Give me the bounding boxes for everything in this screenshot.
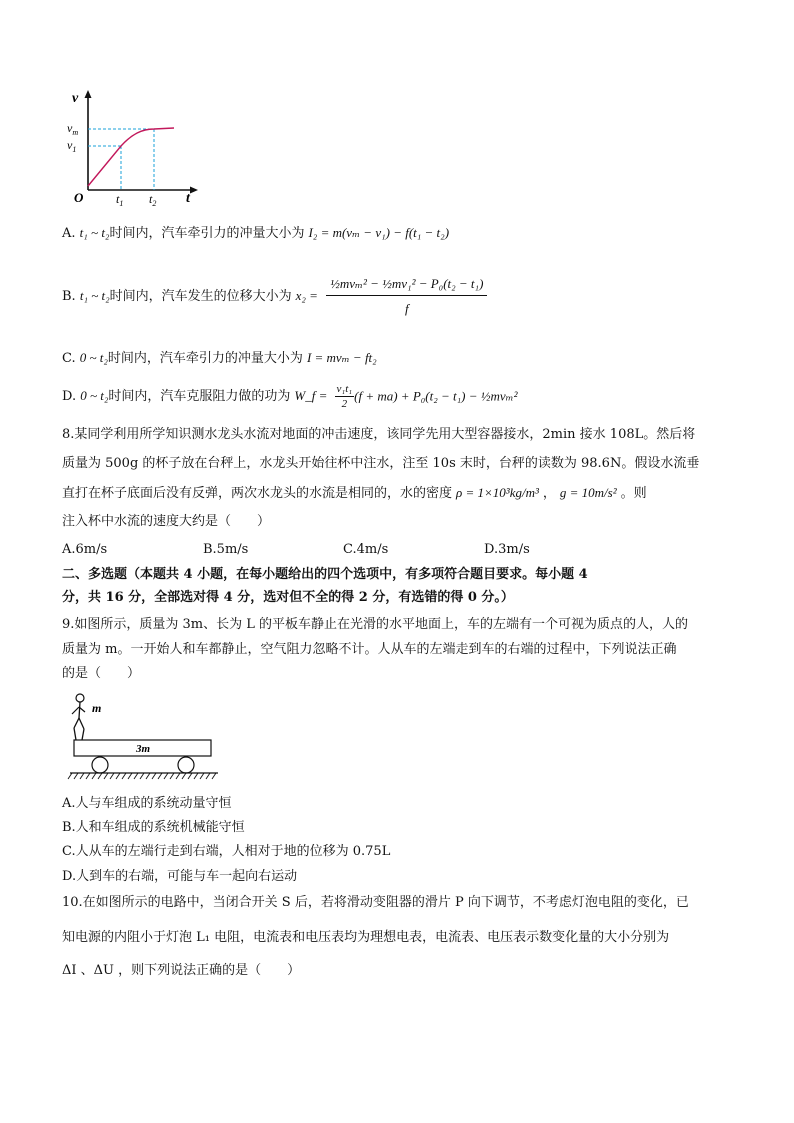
graph-v-label: v xyxy=(72,91,79,106)
q8-line-2: 质量为 500g 的杯子放在台秤上，水龙头开始往杯中注水，注至 10s 末时，台秤的读数为 98.6N。假设水流垂 xyxy=(62,456,700,471)
q10-line-2: 知电源的内阻小于灯泡 L₁ 电阻，电流表和电压表均为理想电表，电流表、电压表示数变化量的大小分别为 xyxy=(62,930,670,945)
ground-hatching xyxy=(68,773,216,779)
q8-option-c: C.4m/s xyxy=(343,542,389,557)
y-axis-arrow-icon xyxy=(85,90,92,98)
person-head xyxy=(76,694,84,702)
graph-vm-label: $v_m$ xyxy=(67,121,79,137)
section-2-heading-line-2: 分，共 16 分，全部选对得 4 分，选对但不全的得 2 分，有选错的得 0 分。） xyxy=(62,590,514,605)
q9-option-d: D.人到车的右端，可能与车一起向右运动 xyxy=(62,869,298,884)
q7-option-c: C. 0 ~ t₂时间内，汽车牵引力的冲量大小为 I = mvₘ − ft₂ xyxy=(62,350,377,366)
graph-t-label: t xyxy=(186,191,190,206)
graph-t1-label: $t_1$ xyxy=(116,192,124,208)
q9-option-b: B.人和车组成的系统机械能守恒 xyxy=(62,820,245,835)
x-axis-arrow-icon xyxy=(190,187,198,194)
q10-line-1: 10.在如图所示的电路中，当闭合开关 S 后，若将滑动变阻器的滑片 P 向下调节，不考虑灯泡电阻的变化，已 xyxy=(62,895,689,910)
velocity-time-graph xyxy=(62,88,202,208)
person-on-cart-figure xyxy=(62,690,222,780)
q7-b-numerator: ½mvₘ² − ½mv₁² − P₀(t₂ − t₁) xyxy=(326,276,487,296)
graph-t2-label: $t_2$ xyxy=(149,192,157,208)
graph-origin-label: O xyxy=(74,190,84,205)
q8-option-d: D.3m/s xyxy=(484,542,530,557)
q8-line-3: 直打在杯子底面后没有反弹，两次水龙头的水流是相同的，水的密度 ρ = 1×10³kg/m³ ， g = 10m/s² 。则 xyxy=(62,485,647,501)
q9-option-a: A.人与车组成的系统动量守恒 xyxy=(62,796,232,811)
velocity-curve xyxy=(88,128,174,186)
q7-option-b: B. t₁ ~ t₂时间内，汽车发生的位移大小为 x₂ = $\frac{\text{½mvₘ² − ½mv₁² − P₀(t₂ − t₁)}}{f}$ xyxy=(62,276,487,317)
q8-option-b: B.5m/s xyxy=(203,542,249,557)
q9-option-c: C.人从车的左端行走到右端，人相对于地的位移为 0.75L xyxy=(62,844,391,859)
cart-mass-label: 3m xyxy=(136,743,151,755)
q10-line-3: ΔI 、ΔU ，则下列说法正确的是（ ） xyxy=(62,963,301,978)
q8-line-4: 注入杯中水流的速度大约是（ ） xyxy=(62,514,271,529)
cart-wheel-right xyxy=(178,757,194,773)
q8-line-1: 8.某同学利用所学知识测水龙头水流对地面的冲击速度，该同学先用大型容器接水，2min 接水 108L。然后将 xyxy=(62,427,696,442)
q9-line-2: 质量为 m。一开始人和车都静止，空气阻力忽略不计。人从车的左端走到车的右端的过程中，下列说法正确 xyxy=(62,642,677,657)
q8-option-a: A.6m/s xyxy=(62,542,108,557)
q7-option-a: A. t₁ ~ t₂时间内，汽车牵引力的冲量大小为 I₂ = m(vₘ − v₁) − f(t₁ − t₂) xyxy=(62,225,450,241)
graph-v1-label: $v_1$ xyxy=(67,138,77,154)
cart-wheel-left xyxy=(92,757,108,773)
q9-line-3: 的是（ ） xyxy=(62,666,141,681)
person-mass-label: m xyxy=(92,701,102,715)
q7-b-denominator: f xyxy=(404,301,409,316)
q7-option-d: D. 0 ~ t₂时间内，汽车克服阻力做的功为 W_f = $\frac{\text{v₁t₁}}{2}$ (f + ma) + P₀(t₂ − t₁) − ½mvₘ² xyxy=(62,383,518,410)
section-2-heading-line-1: 二、多选题（本题共 4 小题，在每小题给出的四个选项中，有多项符合题目要求。每小题 4 xyxy=(62,567,588,582)
q9-line-1: 9.如图所示，质量为 3m、长为 L 的平板车静止在光滑的水平地面上，车的左端有一个可视为质点的人，人的 xyxy=(62,617,689,632)
